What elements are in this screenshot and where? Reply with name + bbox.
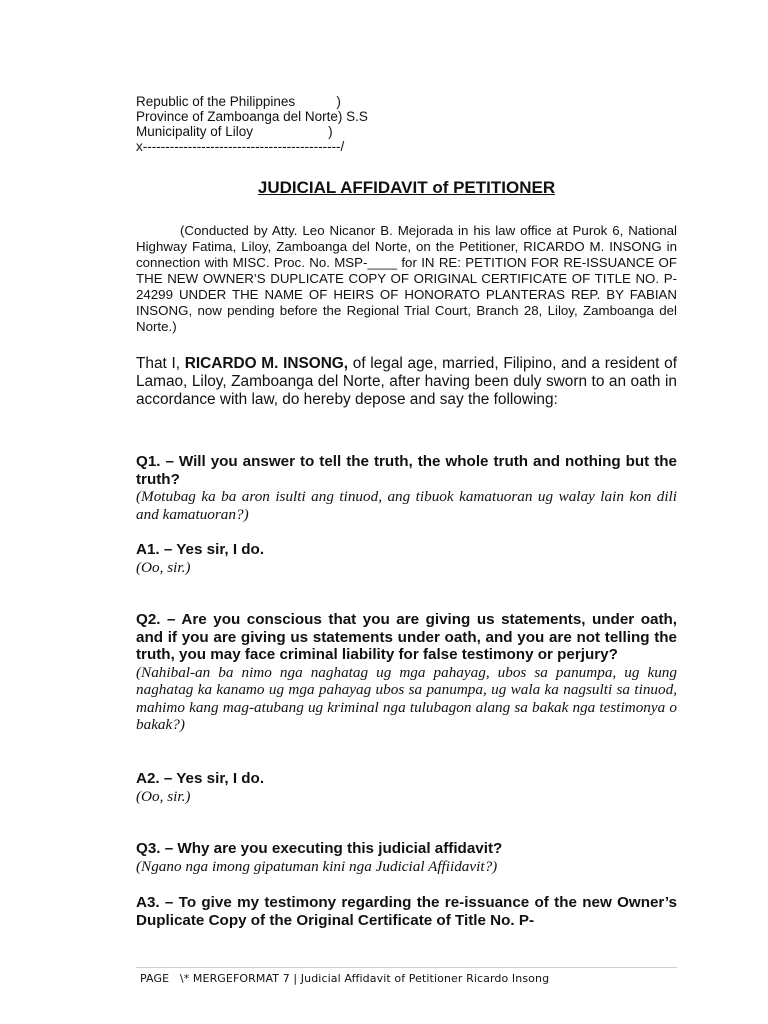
answer-1-text: A1. – Yes sir, I do. — [136, 541, 265, 558]
venue-line-municipality: Municipality of Liloy ) — [136, 124, 333, 139]
affiant-name: RICARDO M. INSONG, — [184, 355, 349, 372]
question-3-label: Q3 — [136, 840, 157, 857]
question-1-body: . – Will you answer to tell the truth, the whole truth and nothing but the truth? — [136, 453, 677, 488]
footer-divider — [136, 967, 677, 968]
answer-3-text: A3. – To give my testimony regarding the re-issuance of the new Owner’s Duplicate Copy of the Original Certificate of Title No. P- — [136, 894, 677, 929]
question-3-vernacular: (Ngano nga imong gipatuman kini nga Judicial Affiidavit?) — [136, 857, 498, 875]
page-footer: PAGE \* MERGEFORMAT 7 | Judicial Affidavit of Petitioner Ricardo Insong — [140, 972, 550, 985]
venue-line-separator: x--------------------------------------------/ — [136, 139, 345, 154]
question-1-text — [136, 453, 677, 488]
question-2 — [136, 611, 677, 734]
intro-paragraph: (Conducted by Atty. Leo Nicanor B. Mejorada in his law office at Purok 6, National Highway Fatima, Liloy, Zamboanga del Norte, on the Petitioner, RICARDO M. INSONG in connection with MISC. Proc. No. MSP-____ for IN RE: PETITION FOR RE-ISSUANCE OF THE NEW OWNER’S DUPLICATE COPY OF ORIGINAL CERTIFICATE OF TITLE NO. P-24299 UNDER THE NAME OF HEIRS OF HONORATO PLANTERAS REP. BY FABIAN INSONG, now pending before the Regional Trial Court, Branch 28, Liloy, Zamboanga del Norte.) — [136, 223, 677, 334]
answer-2-vernacular: (Oo, sir.) — [136, 787, 191, 805]
question-2-text — [136, 611, 677, 664]
question-2-body: . – Are you conscious that you are giving us statements, under oath, and if you are giving us statements under oath, and you are not telling the truth, you may face criminal liability for false testimony or perjury? — [136, 611, 677, 663]
question-1-label: Q1 — [136, 453, 157, 470]
answer-2 — [136, 770, 677, 805]
opening-prefix: That I, — [136, 355, 185, 372]
question-3 — [136, 840, 677, 875]
opening-paragraph — [136, 355, 677, 409]
question-2-label: Q2 — [136, 611, 157, 628]
venue-line-republic: Republic of the Philippines ) — [136, 94, 341, 109]
question-3-text — [136, 840, 677, 858]
question-2-vernacular: (Nahibal-an ba nimo nga naghatag ug mga pahayag, ubos sa panumpa, ug kung naghatag ka kanamo ug mga pahayag ubos sa panumpa, ug wala ka nagsulti sa tinuod, mahimo kang mag-atubang ug kriminal nga tulubagon alang sa bakak nga testimonya o bakak?) — [136, 663, 677, 733]
question-3-body: . – Why are you executing this judicial affidavit? — [156, 840, 503, 857]
opening-suffix: of legal age, married, Filipino, and a resident of Lamao, Liloy, Zamboanga del Norte, after having been duly sworn to an oath in accordance with law, do hereby depose and say the following: — [136, 355, 677, 408]
answer-3 — [136, 894, 677, 929]
answer-1-vernacular: (Oo, sir.) — [136, 558, 191, 576]
answer-1 — [136, 541, 677, 576]
venue-block — [136, 94, 368, 154]
document-title: JUDICIAL AFFIDAVIT of PETITIONER — [257, 178, 556, 197]
question-1 — [136, 453, 677, 523]
answer-2-text: A2. – Yes sir, I do. — [136, 770, 265, 787]
question-1-vernacular: (Motubag ka ba aron isulti ang tinuod, ang tibuok kamatuoran ug walay lain kon dili and kamatuoran?) — [136, 488, 677, 523]
venue-line-province: Province of Zamboanga del Norte) S.S — [136, 109, 368, 124]
